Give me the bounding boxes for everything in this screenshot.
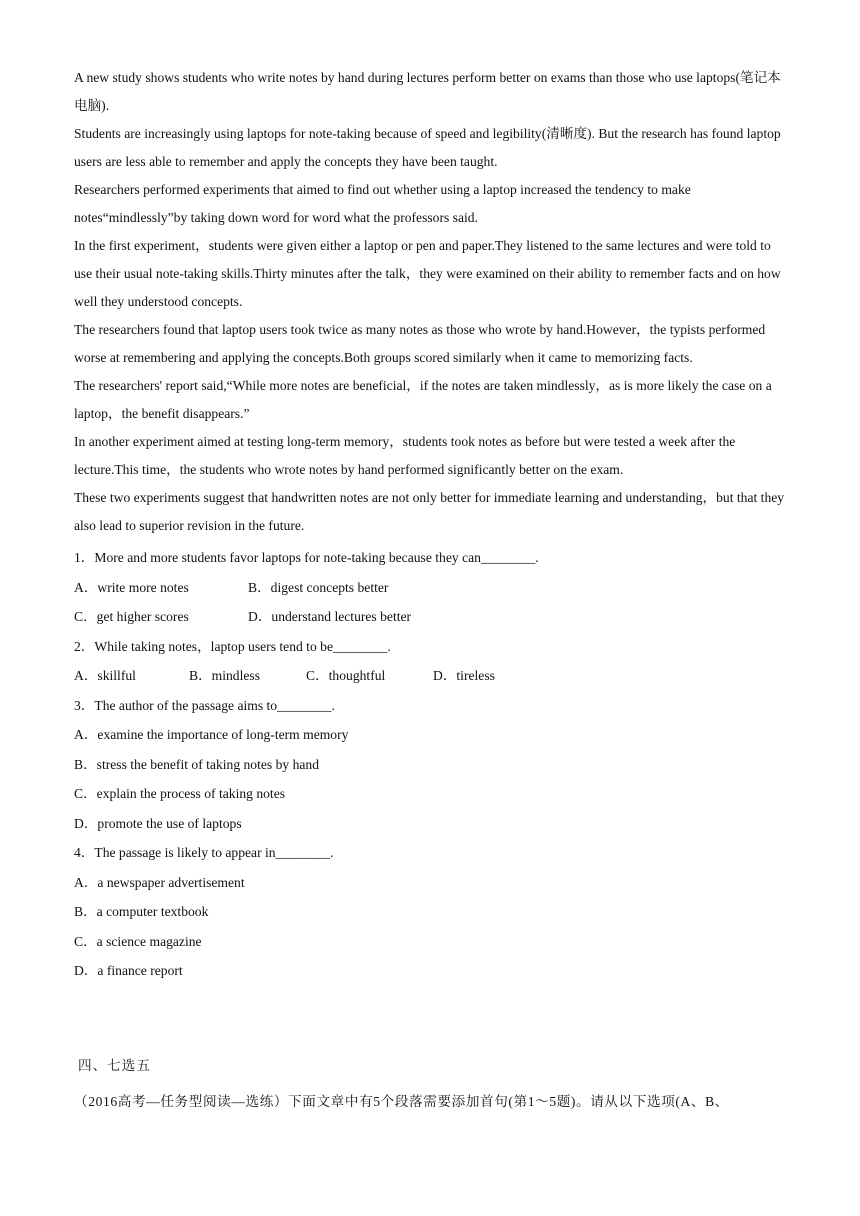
option-a: A．examine the importance of long-term memory [74,727,349,742]
option-c: C．get higher scores [74,609,189,624]
question-stem: 1．More and more students favor laptops for note-taking because they can________. [74,550,539,565]
option-c: C．a science magazine [74,933,202,949]
option-a: A．a newspaper advertisement [74,874,245,890]
question-4 [74,838,790,986]
option-d: D．promote the use of laptops [74,815,242,831]
option-b: B．digest concepts better [248,579,389,595]
option-b: B．a computer textbook [74,904,209,919]
option-d: D．a finance report [74,963,183,978]
option-b: B．mindless [189,668,260,683]
question-stem: 2．While taking notes，laptop users tend to be________. [74,638,391,654]
document-body [74,64,790,986]
option-row [74,573,790,603]
section-intro: （2016高考—任务型阅读—选练）下面文章中有5个段落需要添加首句(第1～5题)。请从以下选项(A、B、 [74,1094,729,1109]
passage-paragraph: The researchers' report said,“While more notes are beneficial，if the notes are taken mindlessly，as is more likely the case on a laptop，the benefit disappears.” [74,378,772,421]
option-d: D．tireless [433,668,495,683]
passage-paragraph: In the first experiment，students were given either a laptop or pen and paper.They listened to the same lectures and were told to use their usual note-taking skills.Thirty minutes after the talk，they were examined on their ability to remember facts and on how well they understood concepts. [74,238,781,309]
passage-paragraph: The researchers found that laptop users took twice as many notes as those who wrote by hand.However，the typists performed worse at remembering and applying the concepts.Both groups scored similarly when it came to memorizing facts. [74,322,766,365]
option-d: D．understand lectures better [248,609,412,624]
question-list [74,543,790,986]
option-row [74,661,790,691]
option-a: A．write more notes [74,579,189,595]
reading-passage [74,64,790,540]
passage-paragraph: These two experiments suggest that handwritten notes are not only better for immediate learning and understanding，but that they also lead to superior revision in the future. [74,490,785,533]
passage-paragraph: Researchers performed experiments that aimed to find out whether using a laptop increased the tendency to make notes“mindlessly”by taking down word for word what the professors said. [74,182,691,225]
question-stem: 4．The passage is likely to appear in________. [74,845,334,860]
option-a: A．skillful [74,668,136,683]
option-row [74,602,790,632]
option-c: C．thoughtful [306,668,386,683]
option-b: B．stress the benefit of taking notes by hand [74,756,320,772]
passage-paragraph: Students are increasingly using laptops for note-taking because of speed and legibility(清晰度). But the research has found laptop users are less able to remember and apply the concepts they have been taught. [74,126,781,169]
passage-paragraph: In another experiment aimed at testing long-term memory，students took notes as before but were tested a week after the lecture.This time，the students who wrote notes by hand performed significantly better on the exam. [74,434,736,477]
section-heading: 四、七选五 [78,1058,151,1073]
passage-paragraph: A new study shows students who write notes by hand during lectures perform better on exams than those who use laptops(笔记本电脑). [74,70,781,113]
option-c: C．explain the process of taking notes [74,786,286,801]
question-1 [74,543,790,632]
question-2 [74,632,790,691]
question-stem: 3．The author of the passage aims to________. [74,697,335,713]
question-3 [74,691,790,839]
